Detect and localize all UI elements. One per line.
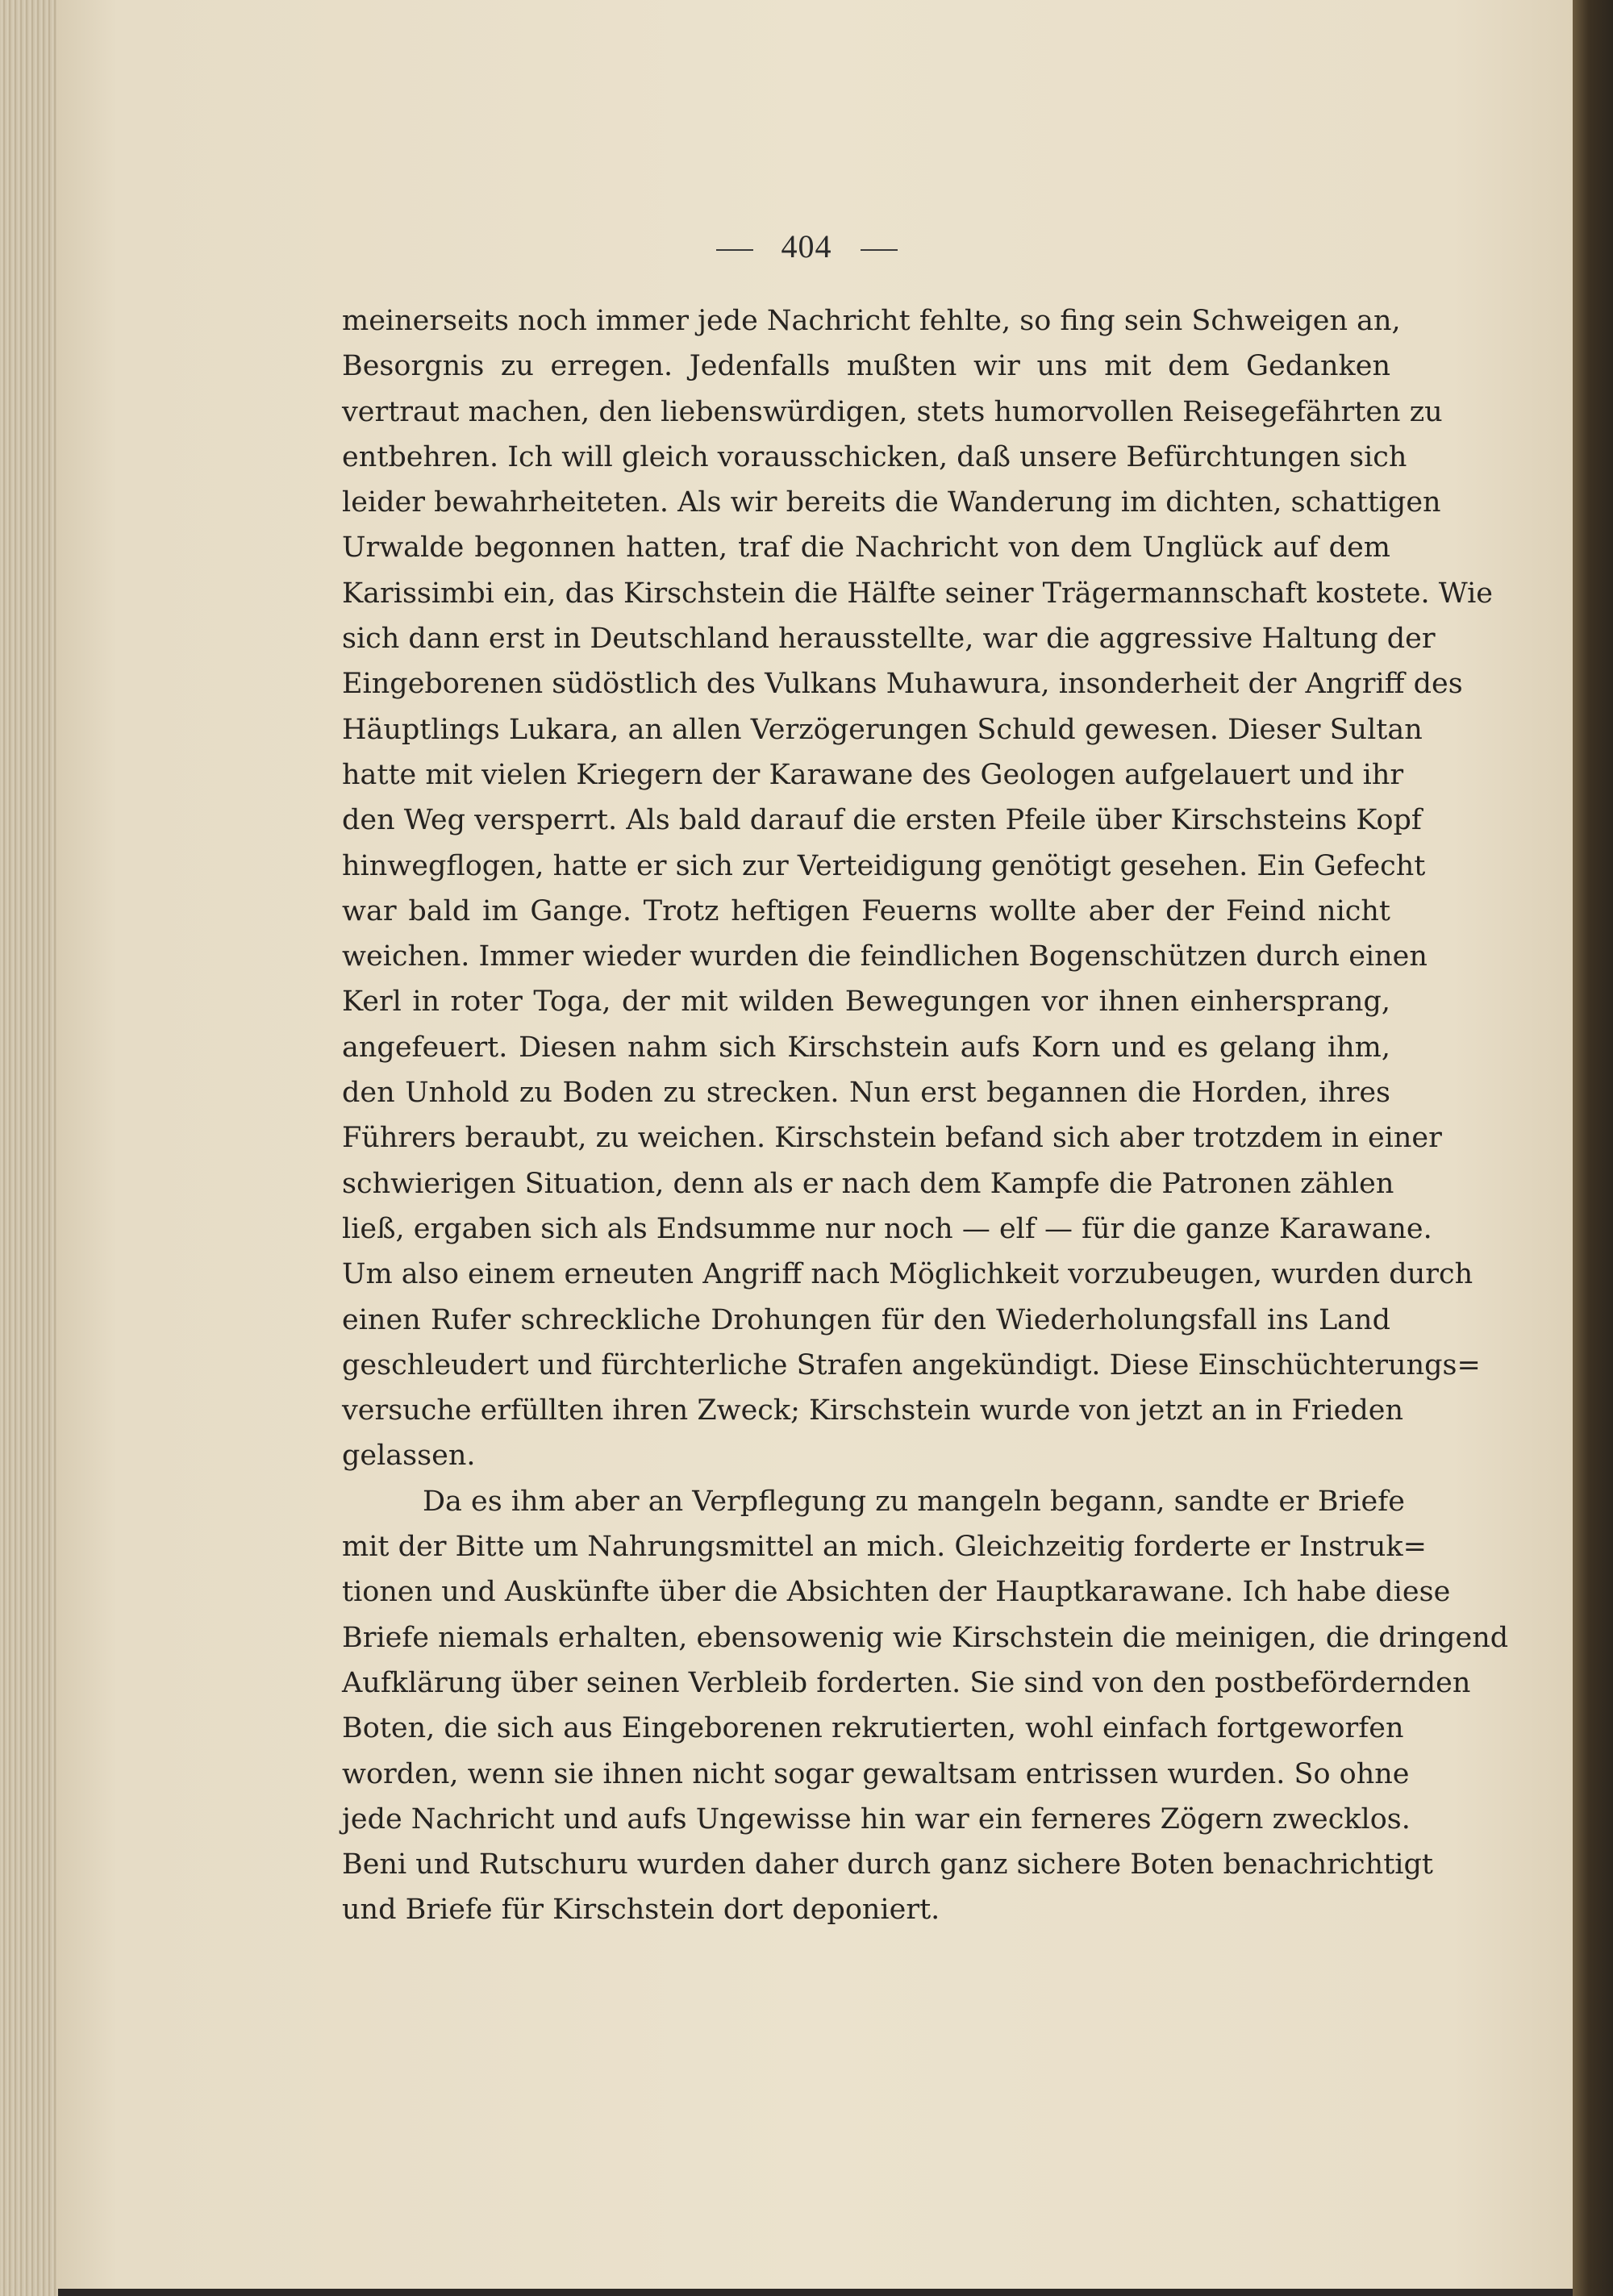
text-line: hinwegflogen, hatte er sich zur Verteidigung genötigt gesehen. Ein Gefecht <box>342 849 1426 882</box>
text-line: Da es ihm aber an Verpflegung zu mangeln begann, sandte er Briefe <box>423 1485 1405 1518</box>
text-line: Aufklärung über seinen Verbleib forderten. Sie sind von den postbefördernden <box>342 1666 1471 1699</box>
text-line: versuche erfüllten ihren Zweck; Kirschstein wurde von jetzt an in Frieden <box>342 1394 1404 1427</box>
text-line: war bald im Gange. Trotz heftigen Feuerns wollte aber der Feind nicht <box>342 894 1390 927</box>
text-line: den Weg versperrt. Als bald darauf die ersten Pfeile über Kirschsteins Kopf <box>342 804 1422 837</box>
text-line: jede Nachricht und aufs Ungewisse hin war ein ferneres Zögern zwecklos. <box>342 1802 1411 1836</box>
text-line: Führers beraubt, zu weichen. Kirschstein befand sich aber trotzdem in einer <box>342 1122 1442 1155</box>
text-line: gelassen. <box>342 1440 476 1473</box>
text-line: den Unhold zu Boden zu strecken. Nun erst begannen die Horden, ihres <box>342 1077 1390 1110</box>
text-line: und Briefe für Kirschstein dort deponiert. <box>342 1894 940 1927</box>
page-header <box>0 227 1613 265</box>
text-line: entbehren. Ich will gleich vorausschicken, daß unsere Befürchtungen sich <box>342 440 1407 473</box>
text-line: Boten, die sich aus Eingeborenen rekrutierten, wohl einfach fortgeworfen <box>342 1712 1404 1745</box>
text-line: Kerl in roter Toga, der mit wilden Bewegungen vor ihnen einhersprang, <box>342 985 1390 1019</box>
text-line: geschleudert und fürchterliche Strafen angekündigt. Diese Einschüchterungs= <box>342 1348 1481 1381</box>
text-line: Besorgnis zu erregen. Jedenfalls mußten wir uns mit dem Gedanken <box>342 350 1390 383</box>
text-line: mit der Bitte um Nahrungsmittel an mich. Gleichzeitig forderte er Instruk= <box>342 1531 1427 1564</box>
text-line: worden, wenn sie ihnen nicht sogar gewaltsam entrissen wurden. So ohne <box>342 1757 1410 1790</box>
header-dash-right <box>861 249 898 251</box>
text-line: einen Rufer schreckliche Drohungen für den Wiederholungsfall ins Land <box>342 1303 1390 1336</box>
text-line: weichen. Immer wieder wurden die feindlichen Bogenschützen durch einen <box>342 940 1428 973</box>
text-line: ließ, ergaben sich als Endsumme nur noch — elf — für die ganze Karawane. <box>342 1212 1432 1245</box>
text-line: Briefe niemals erhalten, ebensowenig wie Kirschstein die meinigen, die dringend <box>342 1621 1509 1654</box>
text-line: hatte mit vielen Kriegern der Karawane des Geologen aufgelauert und ihr <box>342 758 1404 791</box>
text-line: Eingeborenen südöstlich des Vulkans Muhawura, insonderheit der Angriff des <box>342 668 1463 701</box>
text-line: Beni und Rutschuru wurden daher durch ganz sichere Boten benachrichtigt <box>342 1848 1433 1881</box>
page-body <box>342 298 1509 1933</box>
paragraph <box>342 298 1494 1479</box>
header-dash-left <box>716 249 753 251</box>
text-line: Häuptlings Lukara, an allen Verzögerungen Schuld gewesen. Dieser Sultan <box>342 713 1423 746</box>
text-line: sich dann erst in Deutschland herausstellte, war die aggressive Haltung der <box>342 623 1436 656</box>
text-line: Um also einem erneuten Angriff nach Möglichkeit vorzubeugen, wurden durch <box>342 1258 1473 1291</box>
page-edges <box>0 0 58 2296</box>
book-spine <box>1573 0 1613 2296</box>
text-line: leider bewahrheiteten. Als wir bereits die Wanderung im dichten, schattigen <box>342 486 1441 519</box>
text-line: schwierigen Situation, denn als er nach dem Kampfe die Patronen zählen <box>342 1167 1394 1200</box>
text-line: Karissimbi ein, das Kirschstein die Hälfte seiner Trägermannschaft kostete. Wie <box>342 577 1494 610</box>
text-line: angefeuert. Diesen nahm sich Kirschstein aufs Korn und es gelang ihm, <box>342 1031 1390 1064</box>
text-line: vertraut machen, den liebenswürdigen, stets humorvollen Reisegefährten zu <box>342 395 1443 428</box>
page-number: 404 <box>781 228 832 265</box>
text-line: Urwalde begonnen hatten, traf die Nachricht von dem Unglück auf dem <box>342 531 1390 565</box>
text-line: meinerseits noch immer jede Nachricht fehlte, so fing sein Schweigen an, <box>342 305 1401 337</box>
paragraph <box>342 1479 1509 1933</box>
text-line: tionen und Auskünfte über die Absichten der Hauptkarawane. Ich habe diese <box>342 1576 1451 1609</box>
